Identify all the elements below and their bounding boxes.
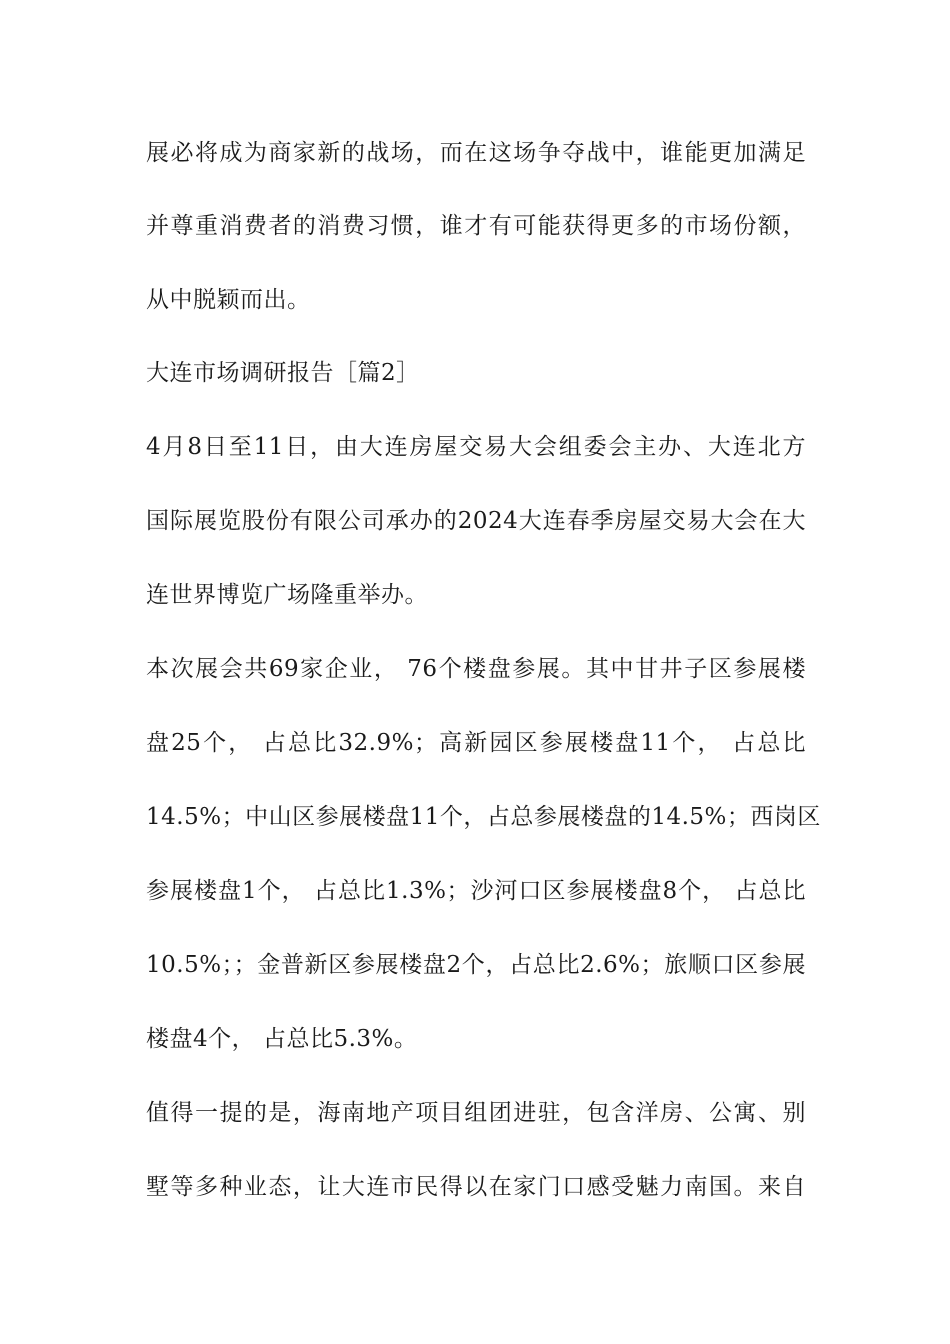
text-line: 从中脱颖而出。: [146, 287, 311, 313]
text-line: 参展楼盘1个， 占总比1.3%；沙河口区参展楼盘8个， 占总比: [146, 878, 806, 904]
text-line: 值得一提的是，海南地产项目组团进驻，包含洋房、公寓、别: [146, 1100, 806, 1126]
text-line: 盘25个， 占总比32.9%；高新园区参展楼盘11个， 占总比: [146, 730, 806, 756]
text-line: 4月8日至11日，由大连房屋交易大会组委会主办、大连北方: [146, 434, 806, 460]
text-line: 国际展览股份有限公司承办的2024大连春季房屋交易大会在大: [146, 508, 806, 534]
text-line: 连世界博览广场隆重举办。: [146, 582, 428, 608]
text-line: 并尊重消费者的消费习惯，谁才有可能获得更多的市场份额，: [146, 213, 806, 239]
text-line: 墅等多种业态，让大连市民得以在家门口感受魅力南国。来自: [146, 1174, 806, 1200]
text-line: 展必将成为商家新的战场，而在这场争夺战中，谁能更加满足: [146, 140, 806, 166]
text-line: 10.5%；；金普新区参展楼盘2个，占总比2.6%；旅顺口区参展: [146, 952, 806, 978]
section-heading: 大连市场调研报告［篇2］: [146, 360, 420, 386]
text-line: 14.5%；中山区参展楼盘11个，占总参展楼盘的14.5%；西岗区: [146, 804, 821, 830]
text-line: 本次展会共69家企业， 76个楼盘参展。其中甘井子区参展楼: [146, 656, 806, 682]
text-line: 楼盘4个， 占总比5.3%。: [146, 1026, 418, 1052]
